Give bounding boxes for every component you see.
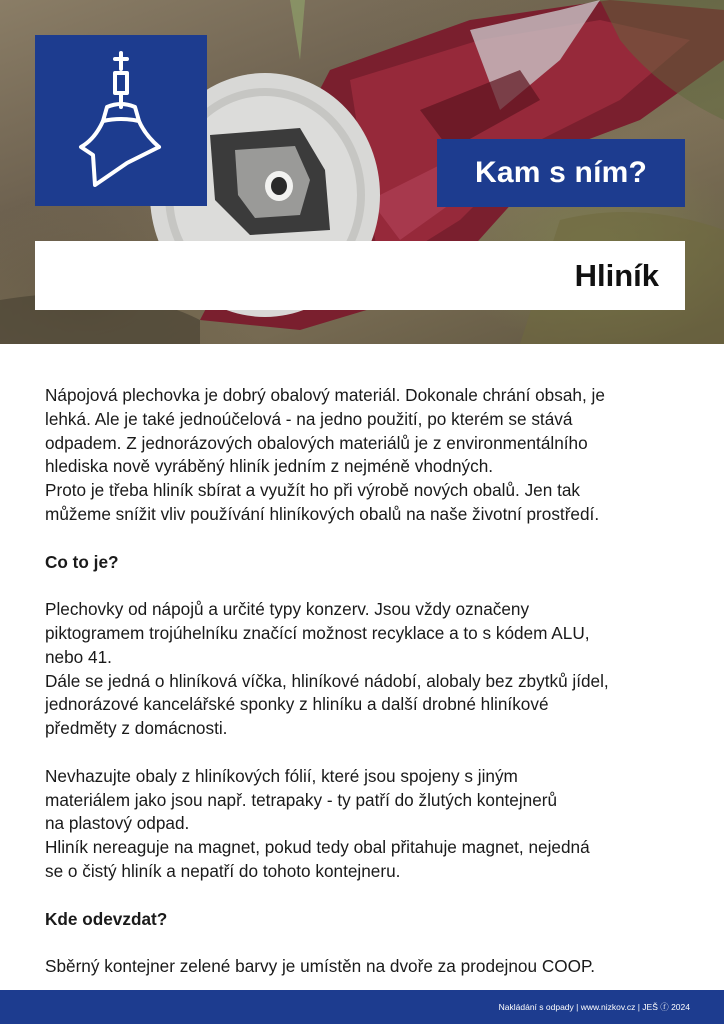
- main-content: [45, 384, 685, 1003]
- where-paragraph: Sběrný kontejner zelené barvy je umístěn na dvoře za prodejnou COOP.: [45, 956, 595, 977]
- section-heading-where: Kde odevzdat?: [45, 908, 168, 929]
- footer: [0, 990, 724, 1024]
- page-title: Hliník: [574, 257, 659, 293]
- intro-paragraph: Nápojová plechovka je dobrý obalový materiál. Dokonale chrání obsah, je lehká. Ale je také jednoúčelová - na jedno použití, po kterém se stává odpadem. Z jednorázových obalových materiálů je z environmentálního hlediska nově vyráběný hliník jedním z nejméně vhodných. Proto je třeba hliník sbírat a využít ho při výrobě nových obalů. Jen tak můžeme snížit vliv používání hliníkových obalů na naše životní prostředí.: [45, 385, 605, 524]
- what-paragraph-1: Plechovky od nápojů a určité typy konzerv. Jsou vždy označeny piktogramem trojúhelníku značící možnost recyklace a to s kódem ALU, nebo 41. Dále se jedná o hliníková víčka, hliníkové nádobí, alobaly bez zbytků jídel, jednorázové kancelářské sponky z hliníku a další drobné hliníkové předměty z domácnosti.: [45, 599, 609, 739]
- header-photo: [0, 0, 724, 344]
- page-title-bar: [35, 241, 685, 310]
- logo: [35, 35, 207, 206]
- church-tower-icon: [35, 35, 207, 206]
- section-heading-what: Co to je?: [45, 551, 119, 572]
- category-badge: Kam s ním?: [437, 139, 685, 207]
- footer-text: Nakládání s odpady | www.nizkov.cz | JEŠ ⓕ 2024: [498, 1002, 690, 1012]
- what-paragraph-2: Nevhazujte obaly z hliníkových fólií, které jsou spojeny s jiným materiálem jako jsou např. tetrapaky - ty patří do žlutých kontejnerů na plastový odpad. Hliník nereaguje na magnet, pokud tedy obal přitahuje magnet, nejedná se o čistý hliník a nepatří do tohoto kontejneru.: [45, 765, 590, 881]
